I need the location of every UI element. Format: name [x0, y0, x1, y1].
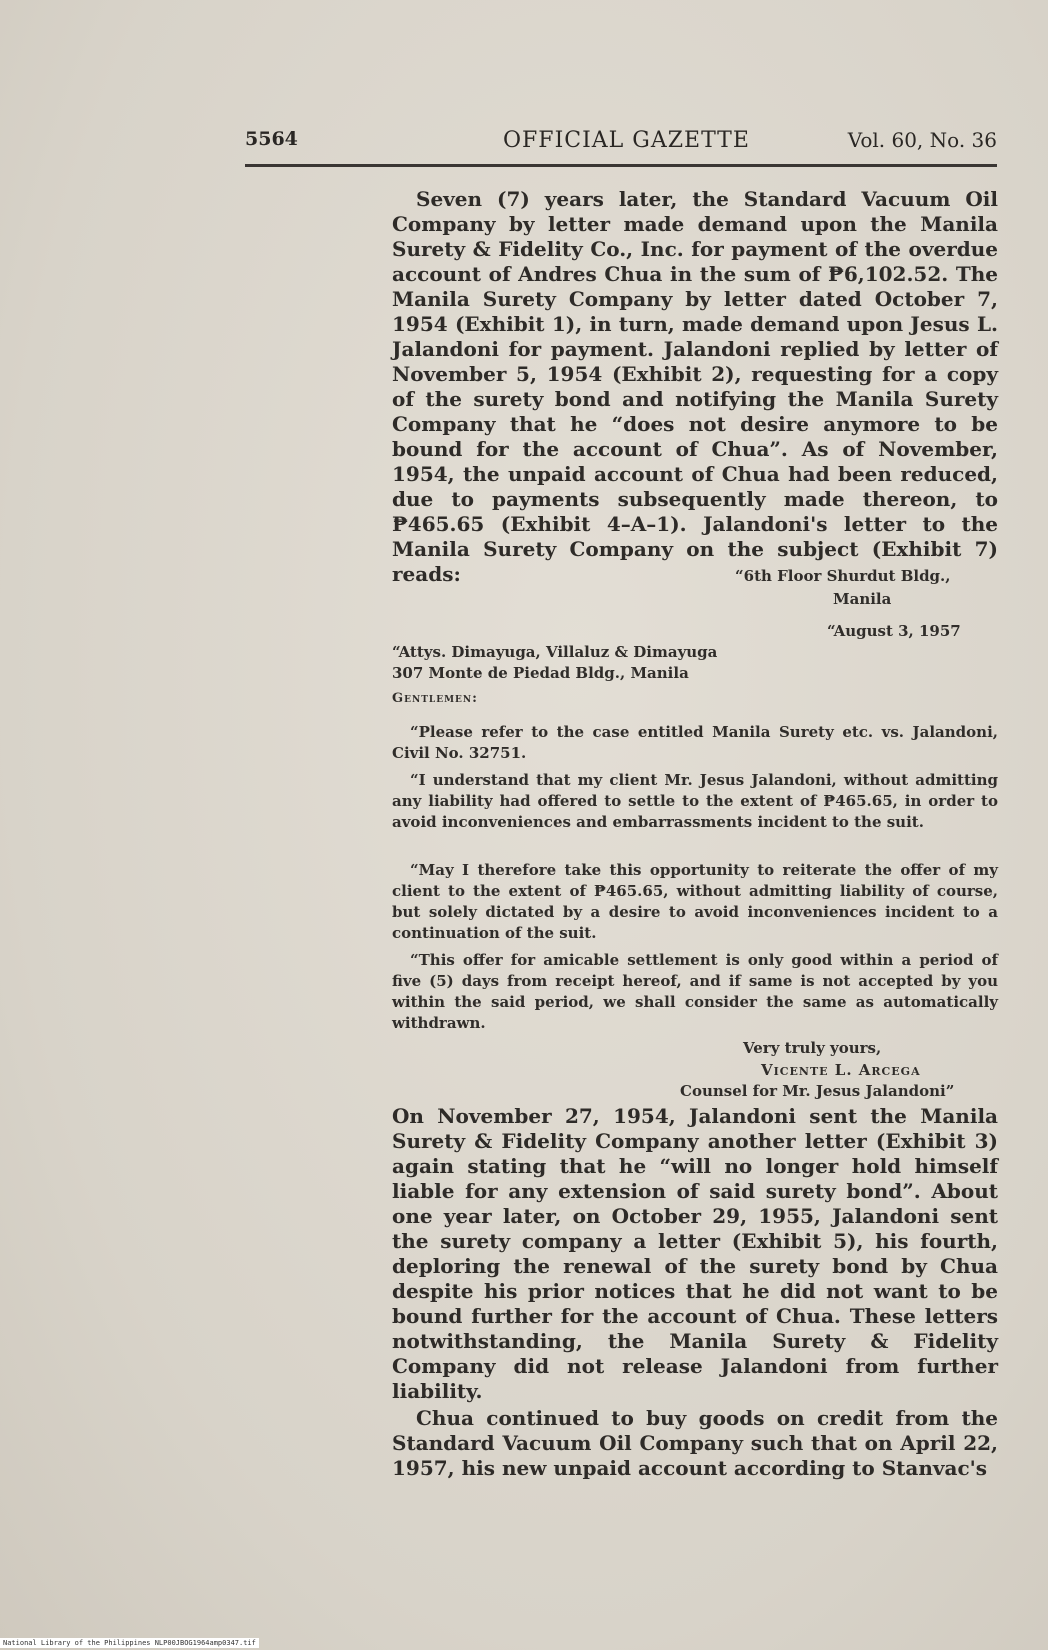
- letter-text: “I understand that my client Mr. Jesus Jalandoni, without admitting any liability had offered to settle to the extent of ₱465.65, in order to avoid inconveniences and embarrassments incident to the suit.: [392, 771, 998, 831]
- letter-sender-address-2: Manila: [833, 590, 892, 608]
- paragraph-text: On November 27, 1954, Jalandoni sent the Manila Surety & Fidelity Company another letter (Exhibit 3) again stating that he “will no longer hold himself liable for any extension of said surety bond”. About one year later, on October 29, 1955, Jalandoni sent the surety company a letter (Exhibit 5), his fourth, deploring the renewal of the surety bond by Chua despite his prior notices that he did not want to be bound further for the account of Chua. These letters notwithstanding, the Manila Surety & Fidelity Company did not release Jalandoni from further liability.: [392, 1104, 998, 1403]
- letter-paragraph-4: [392, 950, 998, 1034]
- body-paragraph-2: [392, 1104, 998, 1483]
- letter-paragraph-2: [392, 770, 998, 833]
- recipient-line: “Attys. Dimayuga, Villaluz & Dimayuga: [392, 643, 718, 661]
- letter-text: “May I therefore take this opportunity to reiterate the offer of my client to the extent of ₱465.65, without admitting liability of course, but solely dictated by a desire to avoid inconveniences incident to a continuation of the suit.: [392, 861, 998, 942]
- letter-sender-address-1: “6th Floor Shurdut Bldg.,: [735, 567, 951, 585]
- publication-title: OFFICIAL GAZETTE: [503, 128, 750, 153]
- paragraph-text: Chua continued to buy goods on credit from the Standard Vacuum Oil Company such that on April 22, 1957, his new unpaid account according to Stanvac's: [392, 1406, 998, 1480]
- volume-number: Vol. 60, No. 36: [847, 128, 997, 152]
- header-rule: [245, 164, 997, 167]
- letter-signatory-title: Counsel for Mr. Jesus Jalandoni”: [680, 1082, 955, 1100]
- letter-salutation: Gentlemen:: [392, 691, 478, 706]
- letter-paragraph-3: [392, 860, 998, 944]
- body-paragraph-1: [392, 187, 998, 587]
- letter-text: “This offer for amicable settlement is only good within a period of five (5) days from receipt hereof, and if same is not accepted by you within the said period, we shall consider the same as automatically withdrawn.: [392, 951, 998, 1032]
- letter-closing: Very truly yours,: [743, 1039, 882, 1057]
- page-header: [245, 128, 997, 162]
- page-number: 5564: [245, 128, 298, 150]
- letter-text: “Please refer to the case entitled Manila Surety etc. vs. Jalandoni, Civil No. 32751.: [392, 723, 998, 762]
- letter-date: “August 3, 1957: [827, 622, 961, 640]
- letter-recipient: [392, 642, 717, 684]
- paragraph-text: Seven (7) years later, the Standard Vacuum Oil Company by letter made demand upon the Manila Surety & Fidelity Co., Inc. for payment of the overdue account of Andres Chua in the sum of ₱6,102.52. The Manila Surety Company by letter dated October 7, 1954 (Exhibit 1), in turn, made demand upon Jesus L. Jalandoni for payment. Jalandoni replied by letter of November 5, 1954 (Exhibit 2), requesting for a copy of the surety bond and notifying the Manila Surety Company that he “does not desire anymore to be bound for the account of Chua”. As of November, 1954, the unpaid account of Chua had been reduced, due to payments subsequently made thereon, to ₱465.65 (Exhibit 4–A–1). Jalandoni's letter to the Manila Surety Company on the subject (Exhibit 7) reads:: [392, 187, 998, 586]
- scan-footer: National Library of the Philippines NLP00JBOG1964amp0347.tif: [0, 1638, 259, 1648]
- letter-signatory: Vicente L. Arcega: [761, 1061, 921, 1079]
- letter-paragraph-1: [392, 722, 998, 764]
- recipient-line: 307 Monte de Piedad Bldg., Manila: [392, 664, 689, 682]
